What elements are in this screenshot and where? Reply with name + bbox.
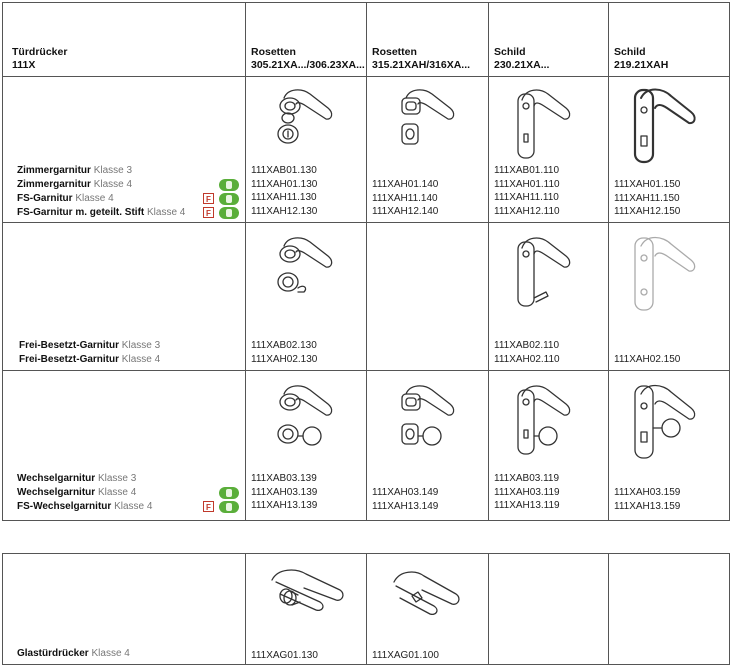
green-badge-icon bbox=[219, 193, 239, 205]
long-plate-lever-knob-icon bbox=[508, 380, 578, 460]
table-border-right bbox=[729, 2, 730, 521]
header-col1 bbox=[251, 46, 365, 72]
rosette-lever-handle-icon bbox=[270, 84, 340, 159]
col-divider bbox=[608, 553, 609, 665]
article-code-list: 111XAB03.119 111XAH03.119 111XAH13.119 bbox=[494, 473, 560, 511]
rosette-lever-handle-icon bbox=[270, 232, 340, 307]
header-col0-title: Türdrücker bbox=[12, 46, 68, 58]
article-code-list: 111XAH03.159 111XAH13.159 bbox=[614, 487, 681, 512]
fire-protection-icon: F bbox=[203, 193, 214, 204]
row-label: Zimmergarnitur Klasse 3 bbox=[17, 165, 133, 176]
table-border-right bbox=[729, 553, 730, 665]
header-col0-sub: 111X bbox=[12, 59, 36, 71]
article-code-list: 111XAH02.150 bbox=[614, 354, 681, 365]
header-col4-title: Schild bbox=[614, 46, 646, 58]
col-divider bbox=[608, 2, 609, 521]
article-code: 111XAG01.100 bbox=[372, 650, 439, 661]
row-label: Glastürdrücker Klasse 4 bbox=[17, 648, 130, 659]
article-code-list: 111XAH03.149 111XAH13.149 bbox=[372, 487, 439, 512]
fire-protection-icon: F bbox=[203, 207, 214, 218]
header-col2 bbox=[372, 46, 470, 72]
article-code-list: 111XAB02.110 111XAH02.110 bbox=[494, 340, 560, 365]
long-plate-lever-handle-icon bbox=[508, 232, 578, 310]
col-divider bbox=[245, 2, 246, 521]
header-col2-sub: 315.21XAH/316XA... bbox=[372, 59, 471, 71]
fire-protection-icon: F bbox=[203, 501, 214, 512]
header-col2-title: Rosetten bbox=[372, 46, 417, 58]
long-plate-lever-knob-icon bbox=[625, 380, 705, 462]
header-col3-sub: 230.21XA... bbox=[494, 59, 550, 71]
green-badge-icon bbox=[219, 501, 239, 513]
header-col4 bbox=[614, 46, 668, 72]
col-divider bbox=[366, 553, 367, 665]
article-code-list: 111XAB01.130 111XAH01.130 111XAH11.130 111XAH12.130 bbox=[251, 165, 318, 217]
row-label: FS-Garnitur Klasse 4 bbox=[17, 193, 114, 204]
rosette-lever-handle-icon bbox=[392, 84, 462, 154]
article-code-list: 111XAB03.139 111XAH03.139 111XAH13.139 bbox=[251, 473, 318, 511]
row-label: Wechselgarnitur Klasse 4 bbox=[17, 487, 137, 498]
green-badge-icon bbox=[219, 179, 239, 191]
article-code-list: 111XAH01.150 111XAH11.150 111XAH12.150 bbox=[614, 179, 681, 217]
long-plate-lever-handle-icon bbox=[508, 84, 578, 162]
long-plate-lever-handle-icon bbox=[625, 84, 705, 164]
header-col1-sub: 305.21XA.../306.23XA... bbox=[251, 59, 365, 71]
rosette-lever-knob-icon bbox=[270, 380, 340, 460]
col-divider bbox=[488, 553, 489, 665]
col-divider bbox=[366, 2, 367, 521]
row-label: FS-Wechselgarnitur Klasse 4 bbox=[17, 501, 153, 512]
col-divider bbox=[2, 2, 3, 521]
article-code-list: 111XAB02.130 111XAH02.130 bbox=[251, 340, 318, 365]
row-label: Zimmergarnitur Klasse 4 bbox=[17, 179, 133, 190]
long-plate-lever-handle-icon bbox=[625, 232, 705, 312]
header-col1-title: Rosetten bbox=[251, 46, 296, 58]
article-code-list: 111XAB01.110 111XAH01.110 111XAH11.110 111XAH12.110 bbox=[494, 165, 560, 217]
row-label: Frei-Besetzt-Garnitur Klasse 4 bbox=[19, 354, 161, 365]
glass-door-lever-icon bbox=[262, 562, 352, 617]
row-label: FS-Garnitur m. geteilt. Stift Klasse 4 bbox=[17, 207, 186, 218]
green-badge-icon bbox=[219, 487, 239, 499]
header-col3-title: Schild bbox=[494, 46, 526, 58]
header-col0 bbox=[12, 46, 67, 72]
article-code-list: 111XAH01.140 111XAH11.140 111XAH12.140 bbox=[372, 179, 439, 217]
header-col3 bbox=[494, 46, 549, 72]
article-code: 111XAG01.130 bbox=[251, 650, 318, 661]
col-divider bbox=[2, 553, 3, 665]
rosette-lever-knob-icon bbox=[392, 380, 462, 460]
header-col4-sub: 219.21XAH bbox=[614, 59, 669, 71]
green-badge-icon bbox=[219, 207, 239, 219]
row-label: Wechselgarnitur Klasse 3 bbox=[17, 473, 137, 484]
col-divider bbox=[488, 2, 489, 521]
glass-door-lever-icon bbox=[384, 562, 474, 617]
row-label: Frei-Besetzt-Garnitur Klasse 3 bbox=[19, 340, 161, 351]
col-divider bbox=[245, 553, 246, 665]
